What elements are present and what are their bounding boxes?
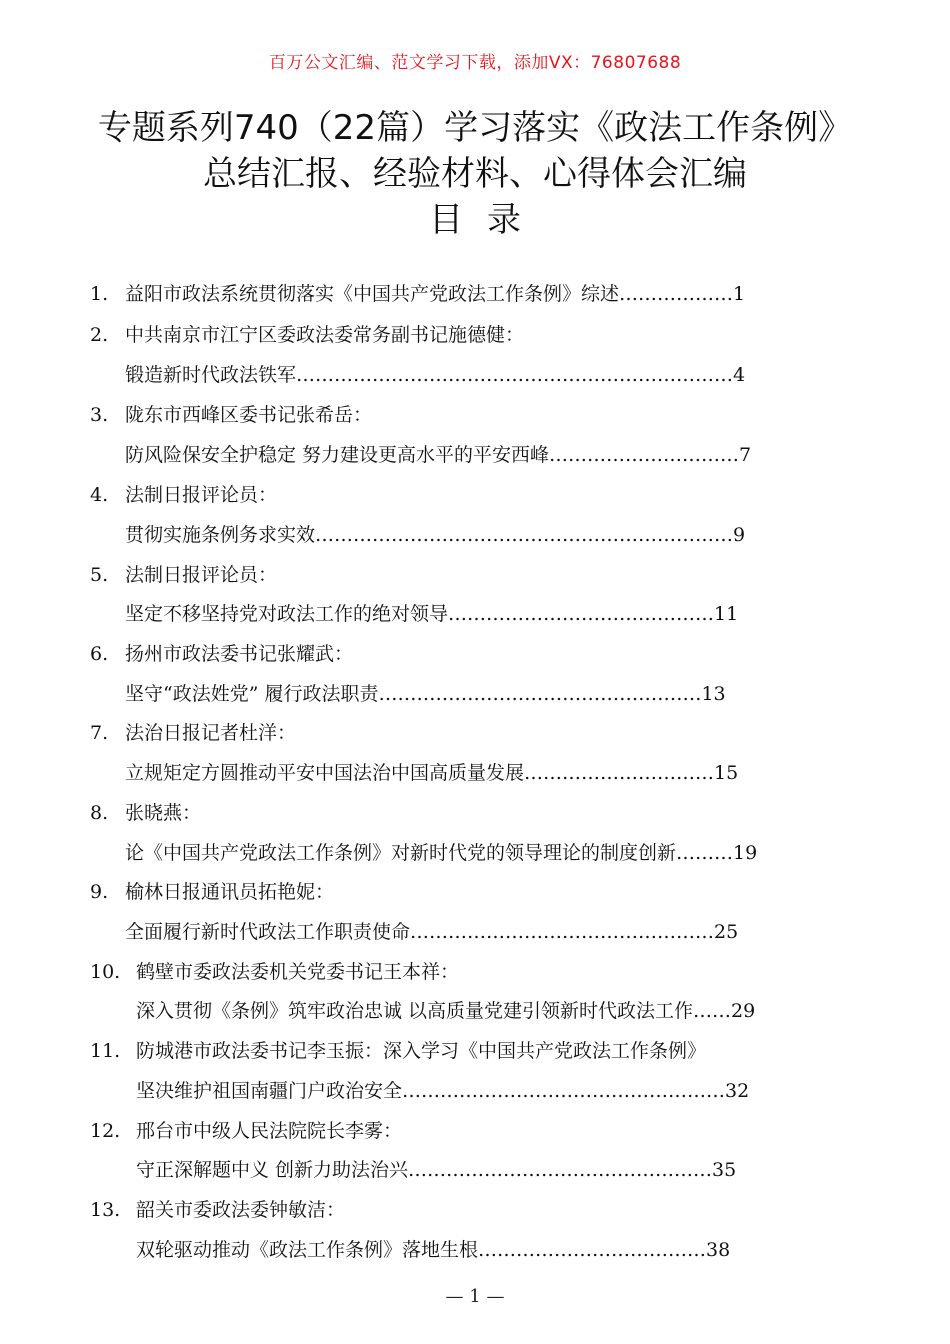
document-title-line2: 总结汇报、经验材料、心得体会汇编 <box>203 154 747 194</box>
toc-entry-title: 守正深解题中义 创新力助法治兴…………………………………………35 <box>136 1159 737 1181</box>
toc-entry-title: 贯彻实施条例务求实效…………………………………………………………9 <box>125 524 746 546</box>
toc-number: 1. <box>90 283 109 305</box>
toc-entry-title: 论《中国共产党政法工作条例》对新时代党的领导理论的制度创新………19 <box>125 842 758 864</box>
toc-entry-author: 法制日报评论员： <box>125 564 278 586</box>
toc-number: 13. <box>90 1199 121 1221</box>
toc-number: 5. <box>90 564 109 586</box>
toc-number: 7. <box>90 722 109 744</box>
toc-number: 9. <box>90 881 109 903</box>
toc-entry-title: 坚决维护祖国南疆门户政治安全……………………………………………32 <box>136 1080 750 1102</box>
toc-entry-title: 双轮驱动推动《政法工作条例》落地生根………………………………38 <box>136 1239 731 1261</box>
toc-entry-title: 锻造新时代政法铁军……………………………………………………………4 <box>125 364 746 386</box>
toc-number: 3. <box>90 404 109 426</box>
toc-entry-title: 防风险保安全护稳定 努力建设更高水平的平安西峰…………………………7 <box>125 444 752 466</box>
page-number: — 1 — <box>445 1286 505 1307</box>
toc-entry-title: 坚守“政法姓党” 履行政法职责……………………………………………13 <box>125 683 726 705</box>
toc-entry-title: 深入贯彻《条例》筑牢政治忠诚 以高质量党建引领新时代政法工作……29 <box>136 1000 756 1022</box>
document-title-line1: 专题系列740（22篇）学习落实《政法工作条例》 <box>97 108 853 148</box>
toc-number: 2. <box>90 324 109 346</box>
toc-entry-author: 张晓燕： <box>125 802 202 824</box>
toc-entry-author: 中共南京市江宁区委政法委常务副书记施德健： <box>125 324 525 346</box>
toc-entry-author: 防城港市政法委书记李玉振：深入学习《中国共产党政法工作条例》 <box>136 1040 707 1062</box>
toc-entry-title: 全面履行新时代政法工作职责使命…………………………………………25 <box>125 921 739 943</box>
toc-number: 11. <box>90 1040 121 1062</box>
toc-number: 8. <box>90 802 109 824</box>
toc-heading: 目录 <box>429 200 545 240</box>
toc-number: 4. <box>90 484 109 506</box>
toc-entry-author: 陇东市西峰区委书记张希岳： <box>125 404 373 426</box>
toc-entry-author: 益阳市政法系统贯彻落实《中国共产党政法工作条例》综述………………1 <box>125 283 746 305</box>
toc-entry-title: 坚定不移坚持党对政法工作的绝对领导……………………………………11 <box>125 603 739 625</box>
toc-number: 10. <box>90 961 121 983</box>
header-note: 百万公文汇编、范文学习下载，添加VX：76807688 <box>268 53 682 73</box>
toc-entry-author: 鹤壁市委政法委机关党委书记王本祥： <box>136 961 460 983</box>
toc-entry-author: 邢台市中级人民法院院长李雾： <box>136 1120 403 1142</box>
toc-entry-author: 榆林日报通讯员拓艳妮： <box>125 881 335 903</box>
toc-entry-title: 立规矩定方圆推动平安中国法治中国高质量发展…………………………15 <box>125 762 739 784</box>
toc-number: 12. <box>90 1120 121 1142</box>
toc-entry-author: 韶关市委政法委钟敏洁： <box>136 1199 346 1221</box>
toc-entry-author: 法治日报记者杜洋： <box>125 722 297 744</box>
toc-entry-author: 扬州市政法委书记张耀武： <box>125 643 354 665</box>
toc-number: 6. <box>90 643 109 665</box>
toc-entry-author: 法制日报评论员： <box>125 484 278 506</box>
